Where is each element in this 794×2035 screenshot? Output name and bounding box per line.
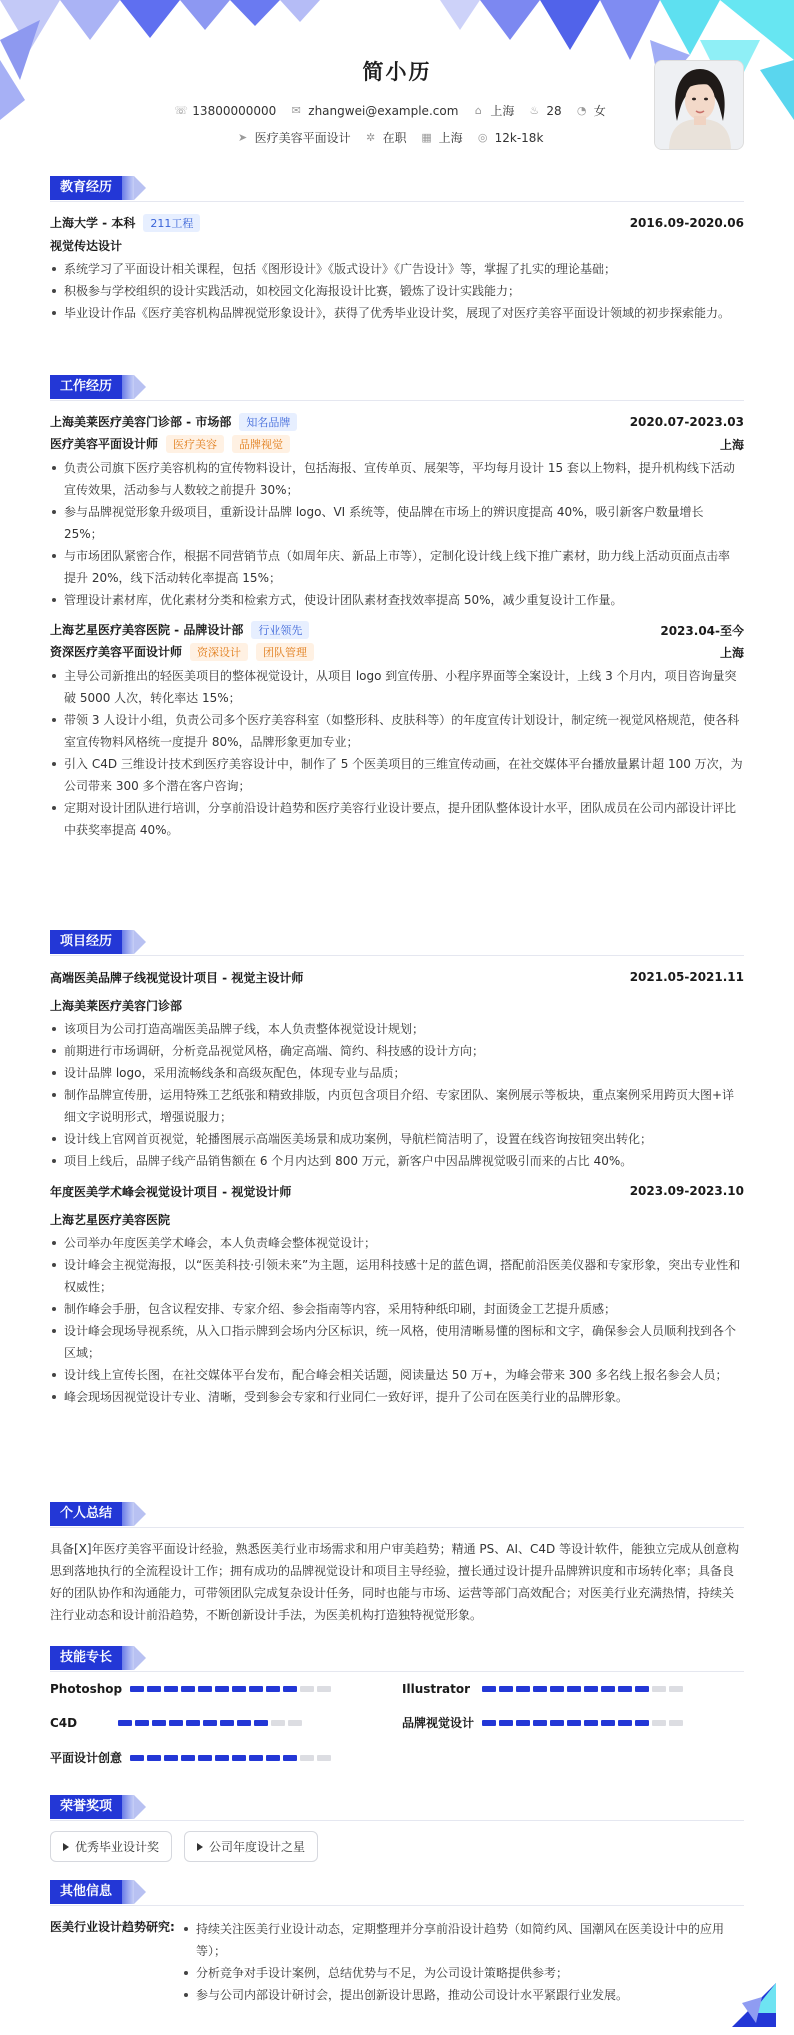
summary-title: 个人总结 [50, 1502, 122, 1526]
skill-segment [317, 1686, 331, 1692]
list-item: 制作峰会手册，包含议程安排、专家介绍、参会指南等内容，采用特种纸印刷，封面烫金工艺提升质感； [50, 1298, 744, 1320]
major: 视觉传达设计 [50, 238, 123, 253]
skill-segment [283, 1686, 297, 1692]
skill-segment [164, 1755, 178, 1761]
skill-segment [601, 1686, 615, 1692]
skill-segment [584, 1686, 598, 1692]
skill-segment [266, 1686, 280, 1692]
skill-segment [198, 1755, 212, 1761]
skill-level-bar [482, 1686, 683, 1692]
skill-segment [215, 1686, 229, 1692]
list-item: 设计品牌 logo，采用流畅线条和高级灰配色，体现专业与品质； [50, 1062, 744, 1084]
list-item: 制作品牌宣传册，运用特殊工艺纸张和精致排版，内页包含项目介绍、专家团队、案例展示等板块，重点案例采用跨页大图+详 细文字说明形式，增强说服力； [50, 1084, 744, 1128]
skill-level-bar [130, 1686, 331, 1692]
skill-segment [147, 1686, 161, 1692]
skill-segment [516, 1720, 530, 1726]
school: 上海大学 - 本科 [50, 216, 136, 230]
skill-segment [186, 1720, 200, 1726]
skill-segment [152, 1720, 166, 1726]
skill-segment [300, 1755, 314, 1761]
list-item: 积极参与学校组织的设计实践活动，如校园文化海报设计比赛，锻炼了设计实践能力； [50, 280, 744, 302]
projects-section [50, 930, 744, 1408]
skill-name: C4D [50, 1715, 78, 1730]
work-bullets [50, 665, 744, 841]
skills-title: 技能专长 [50, 1646, 122, 1670]
summary-text: 具备[X]年医疗美容平面设计经验，熟悉医美行业市场需求和用户审美趋势；精通 PS、AI、C4D 等设计软件，能独立完成从创意构 思到落地执行的全流程设计工作；拥有成功的品牌视觉设计和项目主导经验，擅长通过设计提升品牌辨识度和市场转化率；具备良 好的团队协作和沟通能力，可带领团队完成复杂设计任务，同时也能与市场、运营等部门高效配合；对医美行业充满热情，持续关 注行业动态和设计前沿趋势，不断创新设计手法，为医美机构打造独特视觉形象。 [50, 1542, 740, 1622]
gender: ◔ 女 [576, 103, 606, 118]
skill-segment [203, 1720, 217, 1726]
honor-item: 优秀毕业设计奖 [50, 1831, 172, 1862]
skill-segment [601, 1720, 615, 1726]
list-item: 参与公司内部设计研讨会，提出创新设计思路，推动公司设计水平紧跟行业发展。 [182, 1984, 744, 2006]
skill-segment [516, 1686, 530, 1692]
skill-segment [130, 1755, 144, 1761]
skill-segment [499, 1686, 513, 1692]
list-item: 参与品牌视觉形象升级项目，重新设计品牌 logo、VI 系统等，使品牌在市场上的辨识度提高 40%，吸引新客户数量增长 25%； [50, 501, 744, 545]
list-item: 峰会现场因视觉设计专业、清晰，受到参会专家和行业同仁一致好评，提升了公司在医美行业的品牌形象。 [50, 1386, 744, 1408]
skill-segment [130, 1686, 144, 1692]
skill-segment [300, 1686, 314, 1692]
skill-segment [118, 1720, 132, 1726]
skill-segment [249, 1686, 263, 1692]
role-tag: 资深设计 [190, 643, 248, 661]
work-title: 工作经历 [50, 375, 122, 399]
education-section [50, 176, 744, 324]
skill-segment [635, 1720, 649, 1726]
skill-segment [533, 1720, 547, 1726]
role-tag: 团队管理 [256, 643, 314, 661]
salary: ◎ 12k-18k [477, 130, 544, 145]
list-item: 定期对设计团队进行培训，分享前沿设计趋势和医疗美容行业设计要点，提升团队整体设计水平，团队成员在公司内部设计评比 中获奖率提高 40%。 [50, 797, 744, 841]
skill-name: Photoshop [50, 1682, 123, 1696]
project-org: 上海美莱医疗美容门诊部 [50, 998, 183, 1013]
honor-item: 公司年度设计之星 [184, 1831, 318, 1862]
education-date: 2016.09-2020.06 [629, 216, 744, 230]
work-city: 上海 [719, 645, 744, 660]
list-item: 负责公司旗下医疗美容机构的宣传物料设计，包括海报、宣传单页、展架等，平均每月设计 15 套以上物料，提升机构线下活动 宣传效果，活动参与人数较之前提升 30%； [50, 457, 744, 501]
skill-segment [237, 1720, 251, 1726]
skill-name: Illustrator [402, 1682, 471, 1696]
list-item: 设计线上宣传长图，在社交媒体平台发布，配合峰会相关话题，阅读量达 50 万+，为峰会带来 300 多名线上报名参会人员； [50, 1364, 744, 1386]
skill-item [402, 1714, 744, 1731]
skill-segment [232, 1686, 246, 1692]
company-tag: 知名品牌 [239, 413, 297, 431]
project-name: 年度医美学术峰会视觉设计项目 - 视觉设计师 [50, 1184, 292, 1199]
skill-segment [499, 1720, 513, 1726]
skill-segment [181, 1755, 195, 1761]
job-status: ✲ 在职 [365, 130, 407, 145]
skill-segment [567, 1720, 581, 1726]
other-label: 医美行业设计趋势研究: [50, 1920, 175, 1934]
candidate-name: 简小历 [362, 60, 432, 84]
skill-segment [652, 1720, 666, 1726]
skill-segment [198, 1686, 212, 1692]
age: ♨ 28 [529, 103, 562, 118]
building-icon: ▦ [421, 130, 432, 144]
skill-segment [181, 1686, 195, 1692]
intention-row [60, 129, 720, 146]
list-item: 分析竞争对手设计案例，总结优势与不足，为公司设计策略提供参考； [182, 1962, 744, 1984]
role-tag: 品牌视觉 [232, 435, 290, 453]
skill-segment [266, 1755, 280, 1761]
skill-segment [482, 1720, 496, 1726]
list-item: 管理设计素材库，优化素材分类和检索方式，使设计团队素材查找效率提高 50%，减少重复设计工作量。 [50, 589, 744, 611]
footer-decoration [732, 1983, 776, 2027]
skill-item [50, 1749, 402, 1766]
skill-segment [249, 1755, 263, 1761]
skills-section [50, 1646, 744, 1766]
other-section [50, 1880, 744, 2006]
list-item: 主导公司新推出的轻医美项目的整体视觉设计，从项目 logo 到宣传册、小程序界面等全案设计，上线 3 个月内，项目咨询量突 破 5000 人次，转化率达 15%； [50, 665, 744, 709]
summary-section [50, 1502, 744, 1626]
honors-section [50, 1795, 744, 1862]
skill-segment [652, 1686, 666, 1692]
skill-segment [283, 1755, 297, 1761]
project-date: 2021.05-2021.11 [629, 970, 744, 984]
skill-name: 平面设计创意 [50, 1751, 123, 1765]
list-item: 项目上线后，品牌子线产品销售额在 6 个月内达到 800 万元，新客户中因品牌视觉吸引而来的占比 40%。 [50, 1150, 744, 1172]
skill-segment [618, 1720, 632, 1726]
skill-segment [164, 1686, 178, 1692]
skill-segment [550, 1720, 564, 1726]
skill-segment [533, 1686, 547, 1692]
skill-item [50, 1682, 402, 1696]
contact-row [60, 102, 720, 119]
project-bullets [50, 1232, 744, 1408]
skill-segment [147, 1755, 161, 1761]
list-item: 前期进行市场调研，分析竞品视觉风格，确定高端、简约、科技感的设计方向； [50, 1040, 744, 1062]
work-date: 2023.04-至今 [660, 623, 744, 638]
list-item: 与市场团队紧密合作，根据不同营销节点（如周年庆、新品上市等），定制化设计线上线下推广素材，助力线上活动页面点击率 提升 20%，线下活动转化率提高 15%； [50, 545, 744, 589]
list-item: 该项目为公司打造高端医美品牌子线，本人负责整体视觉设计规划； [50, 1018, 744, 1040]
skill-segment [669, 1720, 683, 1726]
skill-segment [254, 1720, 268, 1726]
honors-title: 荣誉奖项 [50, 1795, 122, 1819]
skill-segment [220, 1720, 234, 1726]
list-item: 公司举办年度医美学术峰会，本人负责峰会整体视觉设计； [50, 1232, 744, 1254]
home-icon: ⌂ [474, 103, 482, 117]
work-date: 2020.07-2023.03 [629, 415, 744, 429]
money-icon: ◎ [477, 130, 488, 144]
education-title: 教育经历 [50, 176, 122, 200]
list-item: 引入 C4D 三维设计技术到医疗美容设计中，制作了 5 个医美项目的三维宣传动画，在社交媒体平台播放量累计超 100 万次，为 公司带来 300 多个潜在客户咨询； [50, 753, 744, 797]
company: 上海艺星医疗美容医院 - 品牌设计部 [50, 623, 244, 637]
project-org: 上海艺星医疗美容医院 [50, 1212, 171, 1227]
gender-icon: ◔ [576, 103, 587, 117]
skill-level-bar [130, 1755, 331, 1761]
projects-title: 项目经历 [50, 930, 122, 954]
cake-icon: ♨ [529, 103, 540, 117]
project-bullets [50, 1018, 744, 1172]
work-city: 上海 [719, 437, 744, 452]
role: 医疗美容平面设计师 [50, 437, 159, 451]
play-icon [63, 1843, 69, 1851]
list-item: 系统学习了平面设计相关课程，包括《图形设计》《版式设计》《广告设计》等，掌握了扎实的理论基础； [50, 258, 744, 280]
skills-grid [50, 1682, 744, 1766]
company-tag: 行业领先 [251, 621, 309, 639]
list-item: 设计峰会主视觉海报，以“医美科技·引领未来”为主题，运用科技感十足的蓝色调，搭配前沿医美仪器和专家形象，突出专业性和 权威性； [50, 1254, 744, 1298]
skill-segment [232, 1755, 246, 1761]
other-title: 其他信息 [50, 1880, 122, 1904]
email[interactable]: ✉ zhangwei@example.com [291, 103, 459, 118]
school-tag: 211工程 [143, 214, 200, 232]
company: 上海美莱医疗美容门诊部 - 市场部 [50, 415, 232, 429]
skill-name: 品牌视觉设计 [402, 1716, 475, 1730]
avatar [654, 60, 744, 150]
skill-segment [635, 1686, 649, 1692]
list-item: 毕业设计作品《医疗美容机构品牌视觉形象设计》，获得了优秀毕业设计奖，展现了对医疗美容平面设计领域的初步探索能力。 [50, 302, 744, 324]
skill-level-bar [482, 1720, 683, 1726]
work-bullets [50, 457, 744, 611]
project-name: 高端医美品牌子线视觉设计项目 - 视觉主设计师 [50, 970, 304, 985]
skill-segment [567, 1686, 581, 1692]
list-item: 设计线上官网首页视觉，轮播图展示高端医美场景和成功案例，导航栏简洁明了，设置在线咨询按钮突出转化； [50, 1128, 744, 1150]
phone: ☏ 13800000000 [174, 103, 277, 118]
project-date: 2023.09-2023.10 [629, 1184, 744, 1198]
education-bullets [50, 258, 744, 324]
skill-segment [482, 1686, 496, 1692]
mail-icon: ✉ [291, 103, 301, 117]
list-item: 持续关注医美行业设计动态，定期整理并分享前沿设计趋势（如简约风、国潮风在医美设计中的应用 等）； [182, 1918, 744, 1962]
list-item: 设计峰会现场导视系统，从入口指示牌到会场内分区标识，统一风格，使用清晰易懂的图标和文字，确保参会人员顺利找到各个 区域； [50, 1320, 744, 1364]
skill-segment [169, 1720, 183, 1726]
skill-item [402, 1682, 744, 1696]
work-section [50, 375, 744, 841]
skill-segment [550, 1686, 564, 1692]
role-tag: 医疗美容 [166, 435, 224, 453]
skill-item [50, 1714, 402, 1731]
other-bullets [182, 1918, 744, 2006]
send-icon: ➤ [237, 130, 248, 144]
skill-segment [288, 1720, 302, 1726]
skill-segment [669, 1686, 683, 1692]
status-icon: ✲ [365, 130, 376, 144]
role: 资深医疗美容平面设计师 [50, 645, 183, 659]
play-icon [197, 1843, 203, 1851]
target-job: ➤ 医疗美容平面设计 [237, 130, 351, 145]
phone-icon: ☏ [174, 103, 189, 117]
city: ⌂ 上海 [472, 102, 514, 119]
skill-segment [135, 1720, 149, 1726]
skill-segment [618, 1686, 632, 1692]
list-item: 带领 3 人设计小组，负责公司多个医疗美容科室（如整形科、皮肤科等）的年度宣传计划设计，制定统一视觉风格规范，使各科 室宣传物料风格统一度提升 80%，品牌形象更加专业； [50, 709, 744, 753]
target-city: ▦ 上海 [421, 130, 463, 145]
skill-segment [271, 1720, 285, 1726]
skill-segment [584, 1720, 598, 1726]
skill-level-bar [118, 1720, 302, 1726]
skill-segment [317, 1755, 331, 1761]
skill-segment [215, 1755, 229, 1761]
